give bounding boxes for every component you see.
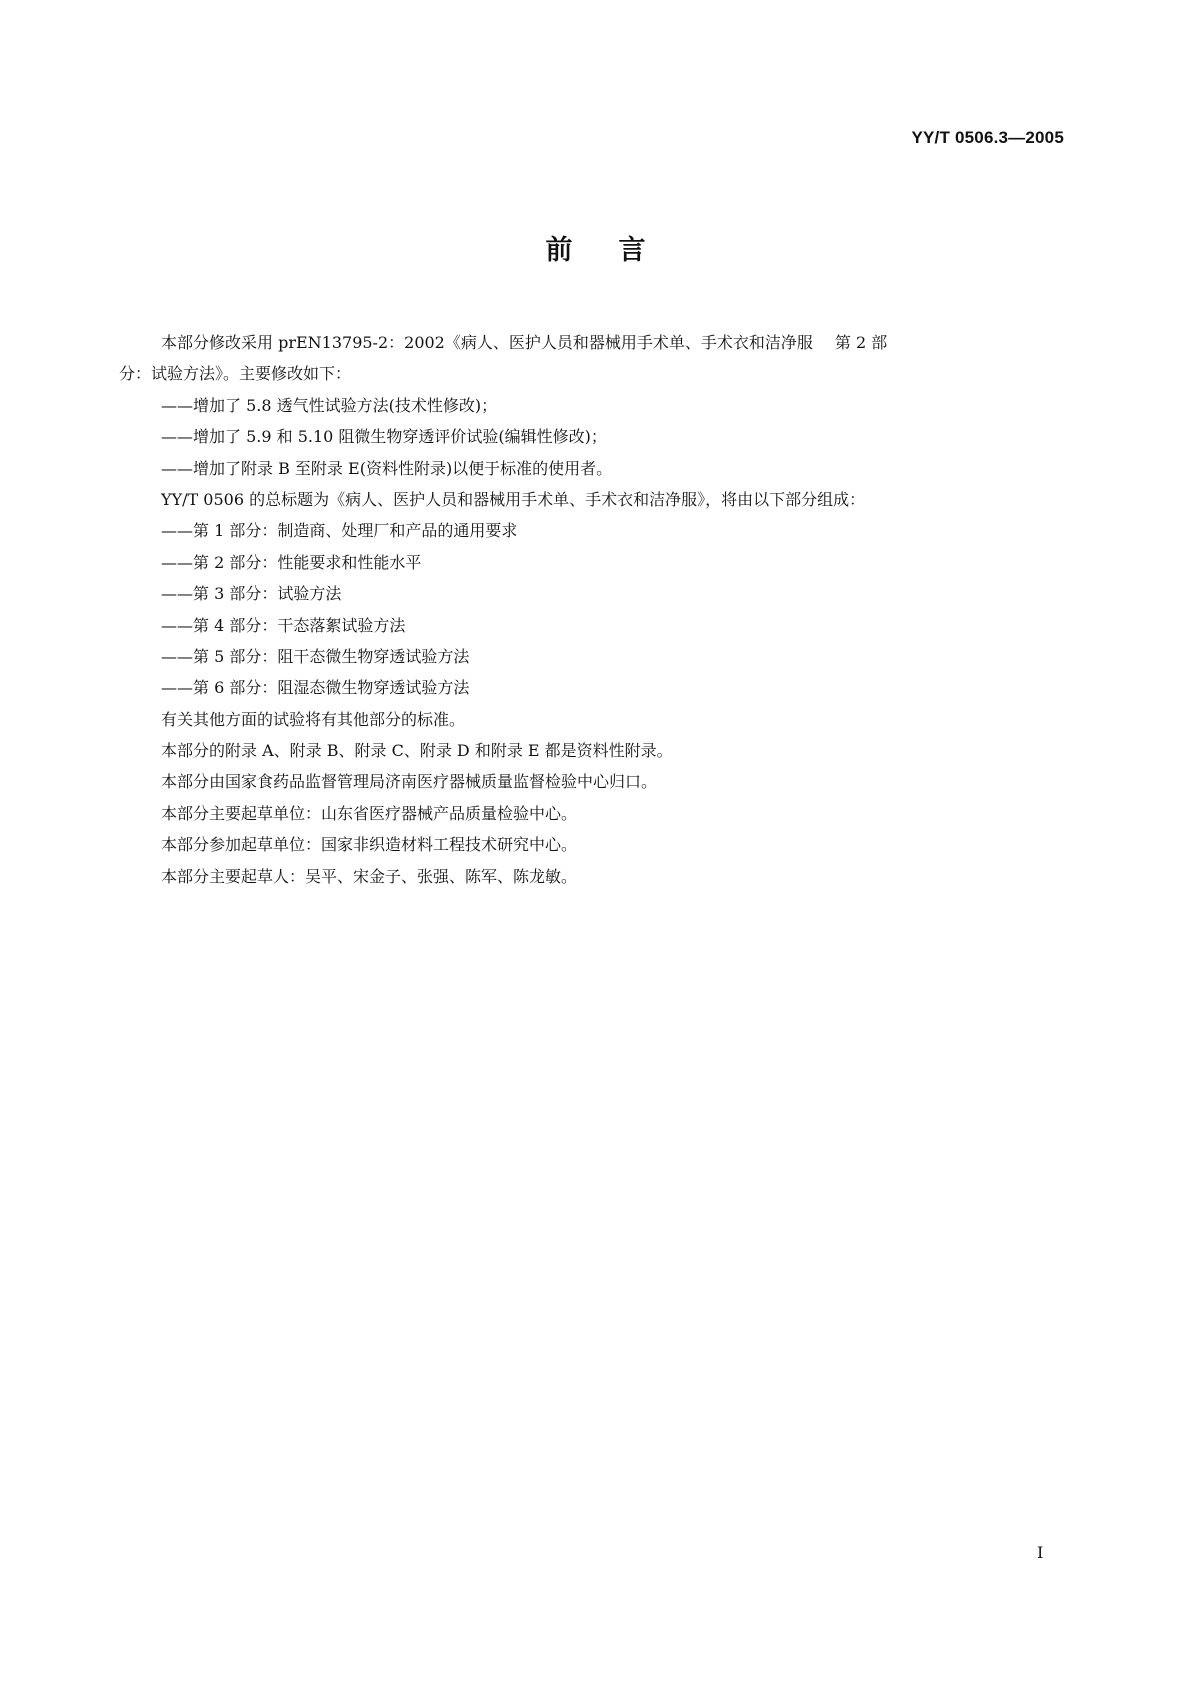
paragraph-drafters: 本部分主要起草人：吴平、宋金子、张强、陈军、陈龙敏。: [161, 866, 578, 886]
list-item: ——第 5 部分：阻干态微生物穿透试验方法: [161, 646, 470, 666]
paragraph-annexes: 本部分的附录 A、附录 B、附录 C、附录 D 和附录 E 都是资料性附录。: [161, 741, 673, 761]
paragraph-text: 本部分修改采用 prEN13795-2：2002《病人、医护人员和器械用手术单、手术衣和洁净服: [161, 333, 813, 352]
paragraph-adoption-line2: 分：试验方法》。主要修改如下：: [119, 364, 352, 384]
document-body: [119, 327, 1061, 892]
paragraph-other-tests: 有关其他方面的试验将有其他部分的标准。: [161, 709, 466, 729]
paragraph-main-drafting-unit: 本部分主要起草单位：山东省医疗器械产品质量检验中心。: [161, 803, 578, 823]
list-item: ——增加了 5.8 透气性试验方法(技术性修改)；: [161, 395, 498, 415]
list-item: ——增加了附录 B 至附录 E(资料性附录)以便于标准的使用者。: [161, 458, 613, 478]
paragraph-centralized: 本部分由国家食药品监督管理局济南医疗器械质量监督检验中心归口。: [161, 772, 658, 792]
list-item: ——第 1 部分：制造商、处理厂和产品的通用要求: [161, 521, 518, 541]
page-number: I: [1037, 1543, 1044, 1562]
list-item: ——第 4 部分：干态落絮试验方法: [161, 615, 406, 635]
document-code: YY/T 0506.3—2005: [911, 128, 1064, 147]
page-title: 前言: [545, 235, 692, 266]
paragraph-general-title: YY/T 0506 的总标题为《病人、医护人员和器械用手术单、手术衣和洁净服》，将由以下部分组成：: [161, 489, 866, 509]
list-item: ——第 3 部分：试验方法: [161, 584, 342, 604]
list-item: ——第 6 部分：阻湿态微生物穿透试验方法: [161, 678, 470, 698]
paragraph-adoption-line1: [119, 327, 1061, 358]
paragraph-participating-unit: 本部分参加起草单位：国家非织造材料工程技术研究中心。: [161, 835, 578, 855]
list-item: ——第 2 部分：性能要求和性能水平: [161, 552, 422, 572]
list-item: ——增加了 5.9 和 5.10 阻微生物穿透评价试验(编辑性修改)；: [161, 427, 607, 447]
paragraph-text: 第 2 部: [834, 333, 888, 352]
